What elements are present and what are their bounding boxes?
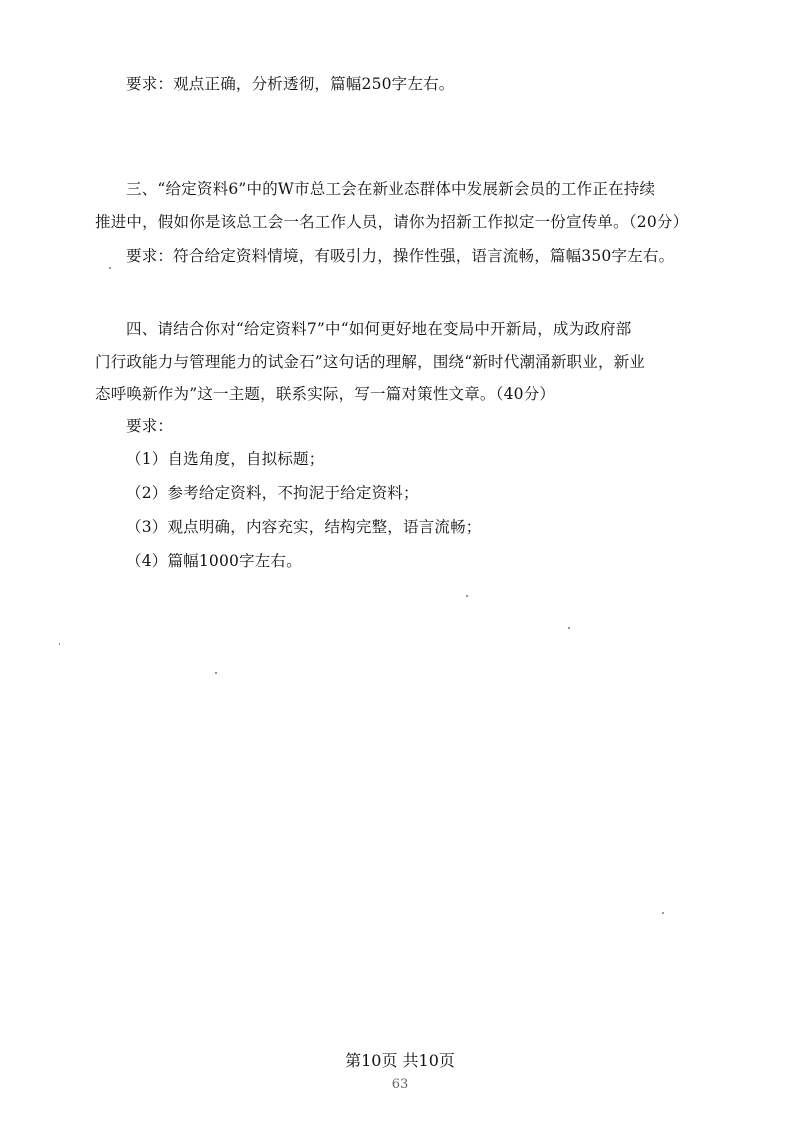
q2-requirement: 要求：观点正确，分析透彻，篇幅250字左右。 [126,75,455,93]
scan-speck [215,672,217,674]
q4-text-line-1: 四、请结合你对“给定资料7”中“如何更好地在变局中开新局，成为政府部 [126,320,632,338]
q3-requirement: 要求：符合给定资料情境，有吸引力，操作性强，语言流畅，篇幅350字左右。 [126,247,675,265]
q4-requirement-3: （3）观点明确，内容充实，结构完整，语言流畅； [126,518,482,536]
q4-text-line-3: 态呼唤新作为”这一主题，联系实际，写一篇对策性文章。（40分） [95,385,556,403]
page-number: 63 [391,1077,409,1092]
q3-text-line-2: 推进中，假如你是该总工会一名工作人员，请你为招新工作拟定一份宣传单。（20分） [95,213,689,231]
q4-requirement-1: （1）自选角度，自拟标题； [126,450,325,468]
scan-speck [662,912,664,914]
scan-speck [568,627,570,629]
scan-speck [109,267,111,269]
q4-requirement-2: （2）参考给定资料，不拘泥于给定资料； [126,484,419,502]
scan-speck [466,595,468,597]
q3-text-line-1: 三、“给定资料6”中的W市总工会在新业态群体中发展新会员的工作正在持续 [126,180,656,198]
q4-requirement-4: （4）篇幅1000字左右。 [126,552,302,570]
scan-speck [59,643,60,645]
q4-text-line-2: 门行政能力与管理能力的试金石”这句话的理解，围绕“新时代潮涌新职业，新业 [95,353,646,371]
q4-requirement-heading: 要求： [126,417,174,435]
page-indicator: 第10页 共10页 [345,1051,455,1070]
